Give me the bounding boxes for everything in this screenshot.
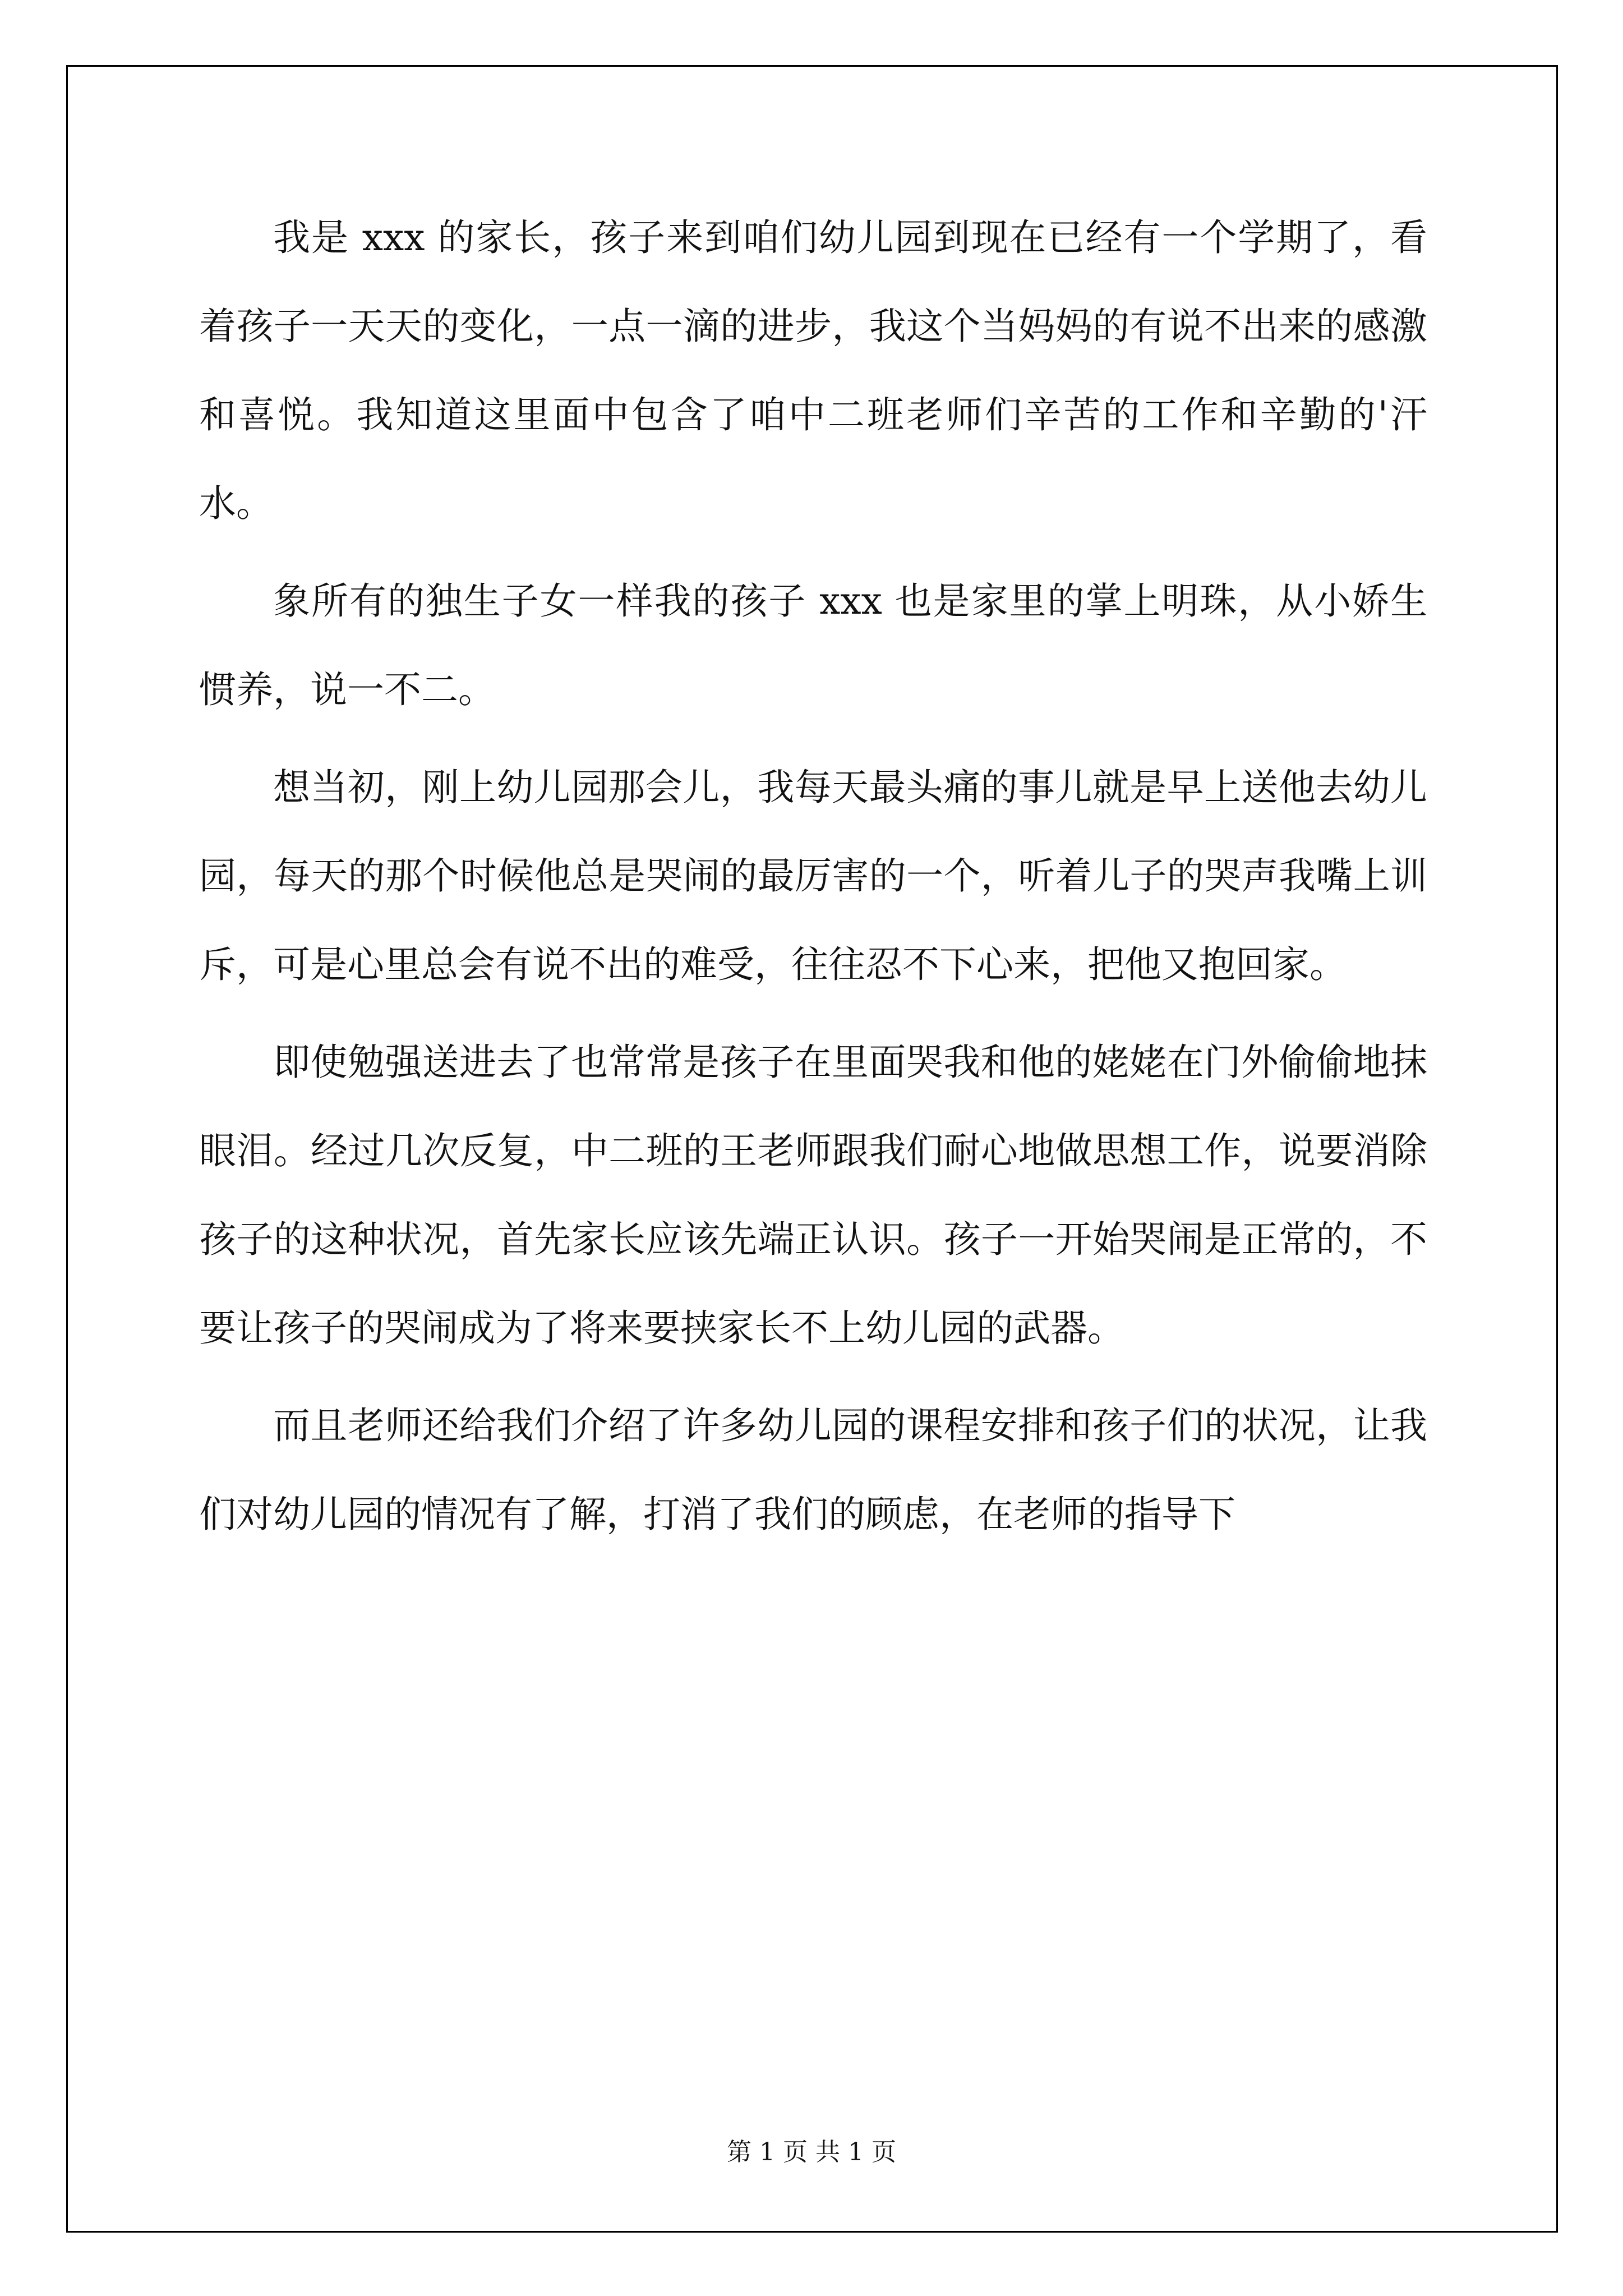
page-number-footer: 第 1 页 共 1 页 xyxy=(727,2138,896,2166)
document-body xyxy=(199,194,1427,1568)
paragraph: 我是 xxx 的家长，孩子来到咱们幼儿园到现在已经有一个学期了，看着孩子一天天的变化，一点一滴的进步，我这个当妈妈的有说不出来的感激和喜悦。我知道这里面中包含了咱中二班老师们辛苦的工作和辛勤的'汗水。 xyxy=(199,216,1427,525)
paragraph: 而且老师还给我们介绍了许多幼儿园的课程安排和孩子们的状况，让我们对幼儿园的情况有了解，打消了我们的顾虑，在老师的指导下 xyxy=(199,1404,1427,1536)
paragraph: 想当初，刚上幼儿园那会儿，我每天最头痛的事儿就是早上送他去幼儿园，每天的那个时候他总是哭闹的最厉害的一个，听着儿子的哭声我嘴上训斥，可是心里总会有说不出的难受，往往忍不下心来，把他又抱回家。 xyxy=(199,766,1427,986)
paragraph: 即使勉强送进去了也常常是孩子在里面哭我和他的姥姥在门外偷偷地抹眼泪。经过几次反复，中二班的王老师跟我们耐心地做思想工作，说要消除孩子的这种状况，首先家长应该先端正认识。孩子一开始哭闹是正常的，不要让孩子的哭闹成为了将来要挟家长不上幼儿园的武器。 xyxy=(199,1041,1427,1350)
paragraph: 象所有的独生子女一样我的孩子 xxx 也是家里的掌上明珠，从小娇生惯养，说一不二。 xyxy=(199,579,1427,711)
